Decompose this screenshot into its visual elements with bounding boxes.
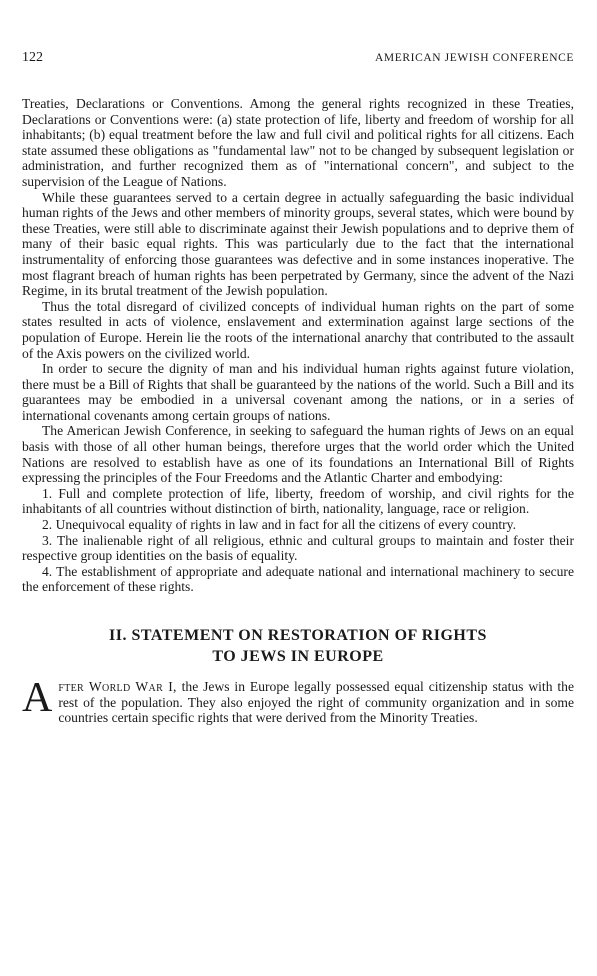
opening-lead-smallcaps: fter World War I,	[58, 679, 177, 694]
paragraph: In order to secure the dignity of man and his individual human rights against future violation, there must be a Bill of Rights that shall be guaranteed by the nations of the world. Such a Bill and its guarantees may be embodied in a universal covenant among the nations, or in a series of international covenants among certain groups of nations.	[22, 361, 574, 423]
opening-body: the Jews in Europe legally possessed equal citizenship status with the rest of the population. They also enjoyed the right of community organization and in some countries certain specific rights that were derived from the Minority Treaties.	[58, 679, 574, 726]
drop-cap: A	[22, 675, 53, 721]
running-title: AMERICAN JEWISH CONFERENCE	[375, 52, 574, 64]
section-heading-line-1: II. STATEMENT ON RESTORATION OF RIGHTS	[109, 627, 487, 644]
section-heading-line-2: TO JEWS IN EUROPE	[212, 648, 384, 665]
paragraph: The American Jewish Conference, in seeking to safeguard the human rights of Jews on an equal basis with those of all other human beings, therefore urges that the world order which the United Nations are resolved to establish have as one of its foundations an International Bill of Rights expressing the principles of the Four Freedoms and the Atlantic Charter and embodying:	[22, 423, 574, 486]
section-heading	[22, 625, 574, 667]
paragraph: Thus the total disregard of civilized concepts of individual human rights on the part of some states resulted in acts of violence, enslavement and extermination against large sections of the population of Europe. Herein lie the roots of the international anarchy that contributed to the assault of the Axis powers on the civilized world.	[22, 298, 574, 361]
running-header	[22, 50, 574, 66]
paragraph: While these guarantees served to a certain degree in actually safeguarding the basic individual human rights of the Jews and other members of minority groups, several states, which were bound by these Treaties, were still able to discriminate against their Jewish populations and to deprive them of many of their basic equal rights. This was particularly due to the fact that the international instrumentality of enforcing those guarantees was defective and in some instances inoperative. The most flagrant breach of human rights has been perpetrated by Germany, since the advent of the Nazi Regime, in its brutal treatment of the Jewish population.	[22, 189, 574, 299]
page-number: 122	[22, 50, 43, 65]
body-text	[22, 96, 574, 595]
paragraph-continuation: Treaties, Declarations or Conventions. Among the general rights recognized in these Treaties, Declarations or Conventions were: (a) state protection of life, liberty and freedom of worship for all inhabitants; (b) equal treatment before the law and full civil and political rights for all citizens. Each state assumed these obligations as "fundamental law" not to be changed by subsequent legislation or administration, and further recognized them as of "international concern", and subject to the supervision of the League of Nations.	[22, 96, 574, 189]
list-item: 4. The establishment of appropriate and adequate national and international machinery to secure the enforcement of these rights.	[22, 563, 574, 595]
document-page	[22, 50, 574, 726]
list-item: 1. Full and complete protection of life, liberty, freedom of worship, and civil rights for the inhabitants of all countries without distinction of birth, nationality, language, race or religion.	[22, 485, 574, 517]
list-item: 3. The inalienable right of all religious, ethnic and cultural groups to maintain and foster their respective group identities on the basis of equality.	[22, 532, 574, 564]
opening-paragraph	[22, 675, 574, 726]
list-item: 2. Unequivocal equality of rights in law and in fact for all the citizens of every country.	[42, 517, 516, 533]
opening-text	[22, 675, 574, 726]
